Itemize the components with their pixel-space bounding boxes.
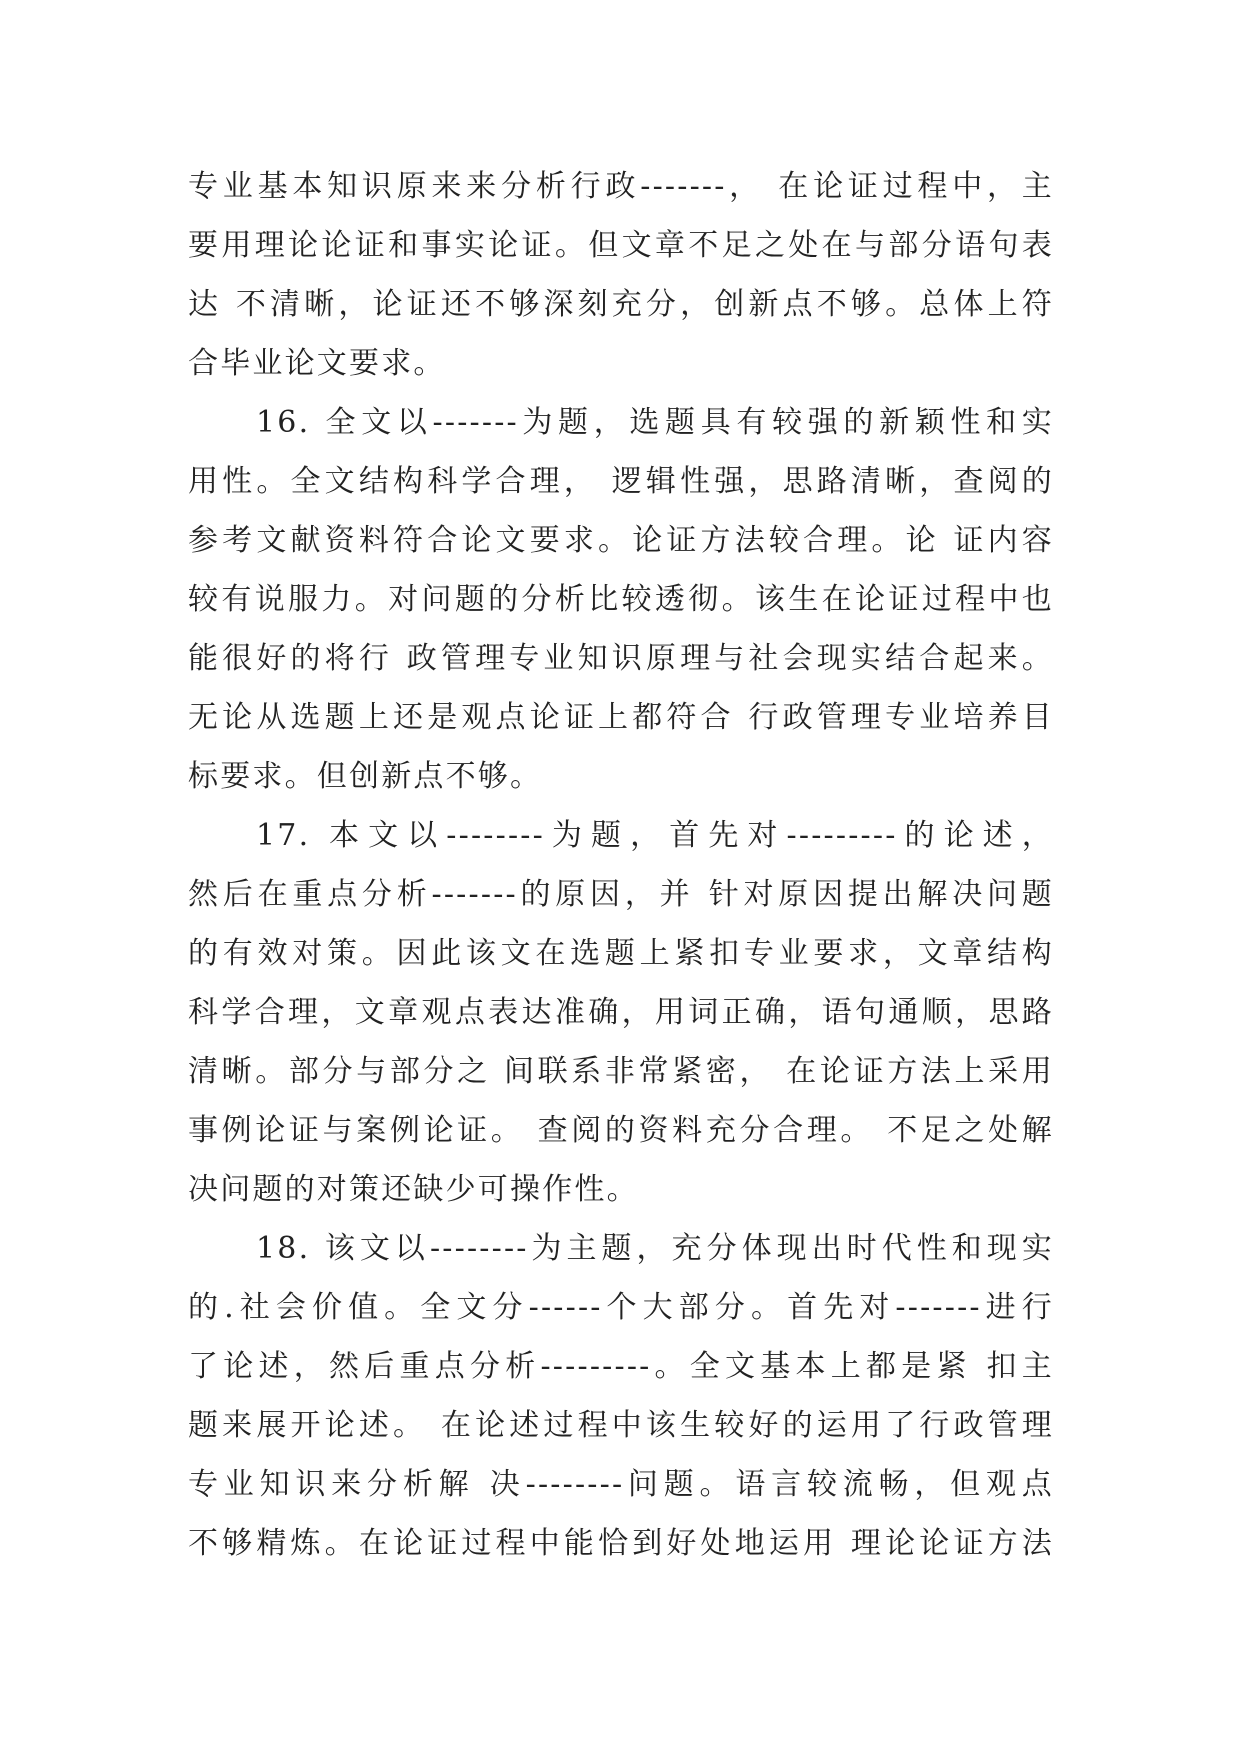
- text-line: 专业基本知识原来来分析行政-------， 在论证过程中，主: [188, 169, 1054, 204]
- text-line: 用性。全文结构科学合理， 逻辑性强，思路清晰，查阅的: [188, 464, 1054, 499]
- text-line: 科学合理，文章观点表达准确，用词正确，语句通顺，思路: [188, 995, 1054, 1030]
- text-line: 事例论证与案例论证。 查阅的资料充分合理。 不足之处解: [188, 1113, 1054, 1148]
- text-line: 专业知识来分析解 决--------问题。语言较流畅，但观点: [188, 1467, 1054, 1502]
- text-line: 较有说服力。对问题的分析比较透彻。该生在论证过程中也: [188, 582, 1054, 617]
- text-line: 清晰。部分与部分之 间联系非常紧密， 在论证方法上采用: [188, 1054, 1054, 1089]
- text-line: 合毕业论文要求。: [188, 346, 446, 381]
- text-line: 要用理论论证和事实论证。但文章不足之处在与部分语句表: [188, 228, 1054, 263]
- paragraph-first-line: 18. 该文以--------为主题，充分体现出时代性和现实: [256, 1231, 1054, 1266]
- text-line: 题来展开论述。 在论述过程中该生较好的运用了行政管理: [188, 1408, 1054, 1443]
- text-line: 了论述，然后重点分析---------。全文基本上都是紧 扣主: [188, 1349, 1054, 1384]
- text-line: 决问题的对策还缺少可操作性。: [188, 1172, 639, 1207]
- text-line: 无论从选题上还是观点论证上都符合 行政管理专业培养目: [188, 700, 1054, 735]
- text-line: 然后在重点分析-------的原因，并 针对原因提出解决问题: [188, 877, 1054, 912]
- text-line: 的.社会价值。全文分------个大部分。首先对-------进行: [188, 1290, 1054, 1325]
- text-line: 不够精炼。在论证过程中能恰到好处地运用 理论论证方法: [188, 1526, 1054, 1561]
- text-line: 的有效对策。因此该文在选题上紧扣专业要求，文章结构: [188, 936, 1054, 971]
- text-line: 达 不清晰，论证还不够深刻充分，创新点不够。总体上符: [188, 287, 1054, 322]
- paragraph-first-line: 17. 本文以--------为题，首先对---------的论述，: [256, 818, 1054, 853]
- paragraph-first-line: 16. 全文以-------为题，选题具有较强的新颖性和实: [256, 405, 1054, 440]
- text-line: 能很好的将行 政管理专业知识原理与社会现实结合起来。: [188, 641, 1054, 676]
- body-text: [188, 157, 1054, 1573]
- text-line: 标要求。但创新点不够。: [188, 759, 543, 794]
- text-line: 参考文献资料符合论文要求。论证方法较合理。论 证内容: [188, 523, 1054, 558]
